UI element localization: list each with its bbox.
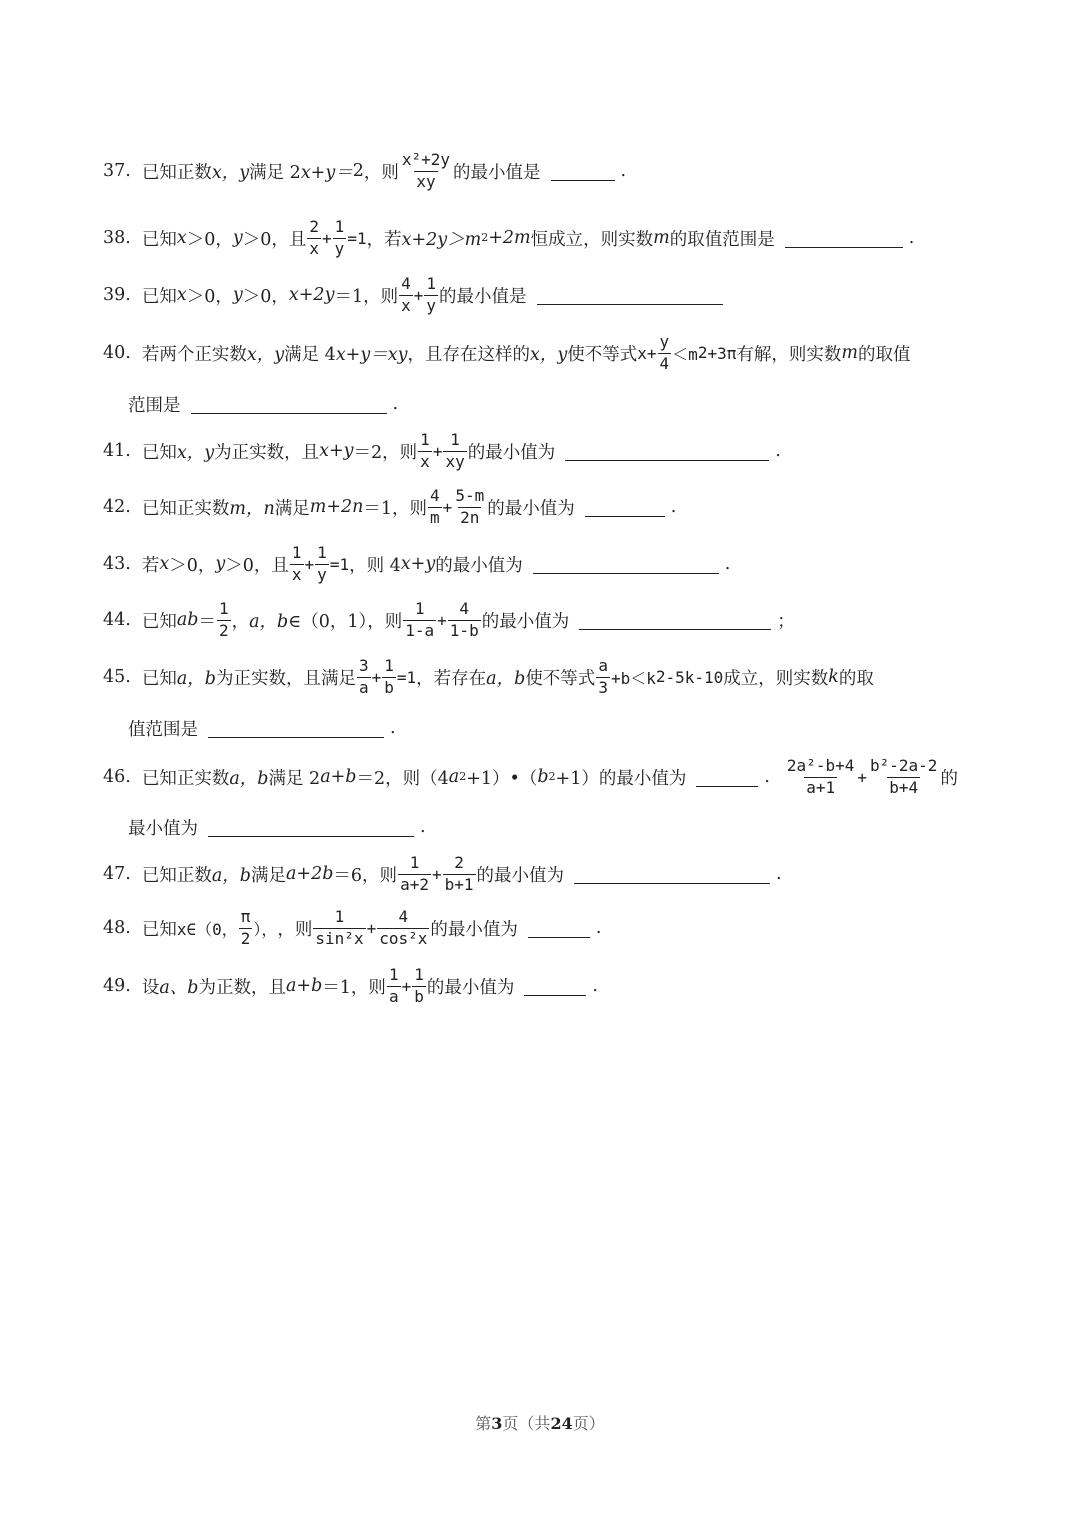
expr: +2m [488, 228, 531, 248]
text: ，若 [366, 229, 402, 250]
page-footer: 第3页（共24页） [475, 1414, 605, 1433]
text: 若 [141, 555, 160, 576]
fraction: $\frac{1}{a+2}$ [400, 852, 429, 894]
problem-number: 39. [103, 285, 131, 305]
expr: a+2b [285, 864, 334, 884]
text: 的取值范围是 [669, 229, 775, 250]
text: 已知正实数 [141, 498, 230, 519]
var: b [537, 767, 549, 787]
text: 的最小值为 [426, 977, 515, 998]
var: a [448, 767, 460, 787]
text: ＞0， [186, 229, 233, 250]
text: ＝2，则（4 [356, 768, 449, 789]
fraction: $\frac{1}{y}$ [334, 216, 345, 258]
expr: x+y [400, 554, 436, 574]
answer-blank[interactable] [696, 768, 758, 787]
problem-number: 43. [103, 554, 131, 574]
fraction: $\frac{1}{x}$ [291, 542, 302, 584]
problem-number: 45. [103, 667, 131, 687]
text: ＝1，则 [322, 977, 386, 998]
var: x [159, 554, 170, 574]
var: x，y [211, 162, 250, 183]
text: 已知正实数 [141, 768, 230, 789]
var: m，n [229, 498, 275, 519]
problem-number: 49. [103, 976, 131, 996]
var: a，b [176, 668, 216, 689]
var: y [324, 285, 335, 305]
answer-blank[interactable] [537, 286, 723, 305]
expr: m+2n [309, 497, 364, 517]
var: a，b [211, 865, 251, 886]
text: ＞0，且 [242, 229, 307, 250]
fraction: $\frac{4}{x}$ [401, 273, 411, 315]
problem-43: 43. 若 x ＞0， y ＞0，且 $\frac{1}{x}$ + $\frac{1}{y}$ =1 ，则 4 x+y 的最小值为 . [103, 542, 731, 584]
fraction: $\frac{4}{1-b}$ [449, 598, 479, 640]
fraction: $\frac{3}{a}$ [358, 655, 369, 697]
problem-number: 37. [103, 161, 131, 181]
text: ＞0， [186, 286, 233, 307]
answer-blank[interactable] [533, 555, 719, 574]
text: 已知 [141, 919, 177, 940]
text: +1）的最小值为 [555, 768, 687, 789]
fraction: $\frac{\text{2a²-b+4}}{a+1}$ [786, 755, 855, 797]
text: 的最小值是 [453, 162, 541, 183]
problem-38: 38. 已知 x ＞0， y ＞0，且 $\frac{2}{x}$ + $\frac{1}{y}$ =1 ，若 x+2y＞m 2 +2m 恒成立，则实数 m 的取值范围是 . [103, 216, 915, 258]
fraction: $\frac{1}{\text{sin²x}}$ [315, 906, 364, 948]
fraction: $\frac{1}{xy}$ [445, 429, 465, 471]
answer-blank[interactable] [551, 162, 615, 181]
text: ，且存在这样的 [407, 344, 530, 365]
expr: a+b [320, 767, 357, 787]
text: 的最小值为 [467, 442, 556, 463]
expr: x+2y＞m [401, 229, 482, 250]
text: 成立，则实数 [723, 668, 829, 689]
answer-blank[interactable] [579, 611, 771, 630]
problem-37: 37. 已知正数 x，y 满足 2 x+y＝ 2 ，则 $\frac{\text{x²+2y}}{xy}$ 的最小值是 . [103, 149, 627, 191]
fraction: $\frac{1}{1-a}$ [405, 598, 435, 640]
var: a，b [229, 768, 269, 789]
problem-41: 41. 已知 x，y 为正实数，且 x+y ＝2，则 $\frac{1}{x}$ + $\frac{1}{xy}$ 的最小值为 . [103, 429, 781, 471]
text: ，则 [363, 162, 399, 183]
fraction: $\frac{a}{3}$ [598, 655, 608, 697]
fraction: $\frac{\text{x²+2y}}{xy}$ [401, 149, 451, 191]
problem-45-cont: 值范围是 . [128, 706, 980, 750]
problem-number: 40. [103, 343, 131, 363]
text: 为正实数，且 [214, 442, 320, 463]
text: +1）•（ [466, 768, 538, 789]
expr: x+y＝ [300, 162, 353, 183]
expr: ab [176, 610, 199, 630]
text: ＝2，则 [353, 442, 418, 463]
text: 的最小值为 [476, 865, 565, 886]
text: ＞0，且 [225, 555, 289, 576]
fraction: $\frac{2}{x}$ [309, 216, 320, 258]
var: m [653, 228, 670, 248]
problem-45: 45. 已知 a，b 为正实数，且满足 $\frac{3}{a}$ + $\frac{1}{b}$ =1 ，若存在 a，b 使不等式 $\frac{a}{3}$ +b＜k 2 -5k-10 成立，则实数 k 的取 [103, 655, 874, 697]
text: 已知 [141, 442, 177, 463]
text: 设 [141, 977, 160, 998]
total-pages: 24 [550, 1414, 573, 1433]
text: 已知 [141, 668, 177, 689]
problem-40-cont: 范围是 . [128, 382, 980, 426]
expr: x+2 [288, 285, 325, 305]
text: 若两个正实数 [141, 344, 247, 365]
var: x，y [176, 442, 215, 463]
var: x，y [246, 344, 285, 365]
text: 最小值为 [128, 818, 198, 839]
text: 2 [352, 161, 364, 181]
fraction: $\frac{\pi}{2}$ [240, 906, 251, 948]
var: y [215, 554, 226, 574]
problem-44: 44. 已知 ab ＝ $\frac{1}{2}$ ， a，b ∈（0，1），则 $\frac{1}{1-a}$ + $\frac{4}{1-b}$ 的最小值为 ； [103, 598, 795, 640]
var: k [828, 667, 839, 687]
var: x [176, 228, 187, 248]
problem-number: 38. [103, 228, 131, 248]
text: ，则 4 [349, 555, 401, 576]
fraction: $\frac{4}{\text{cos²x}}$ [379, 906, 428, 948]
text: 满足 [274, 498, 310, 519]
text: 值范围是 [128, 719, 198, 740]
text: 的最小值为 [435, 555, 523, 576]
fraction: $\frac{1}{b}$ [414, 964, 424, 1006]
fraction: $\frac{1}{2}$ [218, 598, 229, 640]
text: 满足 2 [249, 162, 301, 183]
problem-49: 49. 设 a、b 为正数，且 a+b ＝1，则 $\frac{1}{a}$ + $\frac{1}{b}$ 的最小值为 . [103, 964, 598, 1006]
fraction: $\frac{1}{a}$ [388, 964, 399, 1006]
text: 已知 [141, 611, 177, 632]
text: ， [231, 611, 250, 632]
answer-blank[interactable] [585, 498, 665, 517]
problem-number: 42. [103, 497, 131, 517]
fraction: $\frac{1}{y}$ [426, 273, 437, 315]
text: 的最小值为 [487, 498, 575, 519]
text: 范围是 [128, 395, 181, 416]
problem-number: 41. [103, 441, 131, 461]
text: 使不等式 [567, 344, 638, 365]
text: 的 [940, 768, 958, 789]
text: 的最小值为 [481, 611, 570, 632]
expr: x+y [319, 441, 354, 461]
var: y [232, 285, 243, 305]
problem-48: 48. 已知 x∈（0， $\frac{\pi}{2}$ ）， ，则 $\frac{1}{\text{sin²x}}$ + $\frac{4}{\text{cos²x}}$ 的最小值为 . [103, 906, 602, 948]
fraction: $\frac{1}{b}$ [384, 655, 394, 697]
fraction: $\frac{1}{x}$ [420, 429, 430, 471]
fraction: $\frac{\text{b²-2a-2}}{b+4}$ [870, 755, 938, 797]
problem-46-cont: 最小值为 . [128, 805, 980, 849]
answer-blank[interactable] [574, 865, 770, 884]
answer-blank[interactable] [524, 977, 586, 996]
var: x [176, 285, 187, 305]
text: 的取值 [857, 344, 911, 365]
problem-42: 42. 已知正实数 m，n 满足 m+2n ＝1，则 $\frac{4}{m}$ + $\frac{5-m}{2n}$ 的最小值为 . [103, 485, 677, 527]
fraction: $\frac{2}{b+1}$ [444, 852, 474, 894]
problem-number: 46. [103, 767, 131, 787]
text: 已知 [141, 286, 177, 307]
problem-47: 47. 已知正数 a，b 满足 a+2b ＝6，则 $\frac{1}{a+2}$ + $\frac{2}{b+1}$ 的最小值为 . [103, 852, 782, 894]
text: ∈（0，1），则 [288, 611, 403, 632]
answer-blank[interactable] [191, 395, 387, 414]
text: ＝ [198, 611, 216, 632]
answer-blank[interactable] [528, 919, 590, 938]
problem-40: 40. 若两个正实数 x，y 满足 4 x+y＝xy ，且存在这样的 x，y 使不等式 x+ $\frac{y}{4}$ ＜m 2 +3π 有解，则实数 m 的取值 [103, 331, 911, 373]
problem-number: 48. [103, 918, 131, 938]
text: ，若存在 [416, 668, 487, 689]
fraction: $\frac{5-m}{2n}$ [455, 485, 485, 527]
text: ＞0， [169, 555, 216, 576]
var: a，b [486, 668, 526, 689]
text: ＝1，则 [363, 498, 428, 519]
text: ＝1，则 [334, 286, 399, 307]
problem-46: 46. 已知正实数 a，b 满足 2 a+b ＝2，则（4 a 2 +1）•（ b 2 +1）的最小值为 . $\frac{\text{2a²-b+4}}{a+1}$ + $\frac{\text{b²-2a-2}}{b+4}$ 的 [103, 755, 958, 797]
text: ，则 [277, 919, 313, 940]
text: 已知正数 [141, 162, 212, 183]
text: 为正实数，且满足 [215, 668, 356, 689]
text: 的最小值为 [430, 919, 518, 940]
text: 满足 2 [268, 768, 321, 789]
text: 已知 [141, 229, 177, 250]
problem-number: 44. [103, 610, 131, 630]
text: 为正数，且 [198, 977, 286, 998]
problem-number: 47. [103, 864, 131, 884]
current-page-number: 3 [491, 1414, 503, 1433]
answer-blank[interactable] [565, 442, 769, 461]
text: 使不等式 [525, 668, 596, 689]
problem-39: 39. 已知 x ＞0， y ＞0， x+2 y ＝1，则 $\frac{4}{x}$ + $\frac{1}{y}$ 的最小值是 [103, 273, 980, 317]
expr: a+b [285, 976, 323, 996]
fraction: $\frac{y}{4}$ [659, 331, 670, 373]
var: a、b [159, 977, 199, 998]
fraction: $\frac{1}{y}$ [317, 542, 327, 584]
text: 满足 [250, 865, 286, 886]
text: 已知正数 [141, 865, 212, 886]
text: 满足 4 [284, 344, 336, 365]
answer-blank[interactable] [208, 818, 414, 837]
var: x，y [530, 344, 568, 365]
text: ＝6，则 [333, 865, 398, 886]
answer-blank[interactable] [208, 719, 384, 738]
var: y [232, 228, 243, 248]
answer-blank[interactable] [785, 229, 903, 248]
text: ＞0， [242, 286, 289, 307]
text: 恒成立，则实数 [530, 229, 654, 250]
text: 的取 [838, 668, 874, 689]
fraction: $\frac{4}{m}$ [430, 485, 440, 527]
text: 的最小值是 [439, 286, 527, 307]
expr: x+y＝xy [335, 344, 408, 365]
var: m [841, 343, 858, 363]
text: 有解，则实数 [736, 344, 842, 365]
var: a，b [249, 611, 289, 632]
